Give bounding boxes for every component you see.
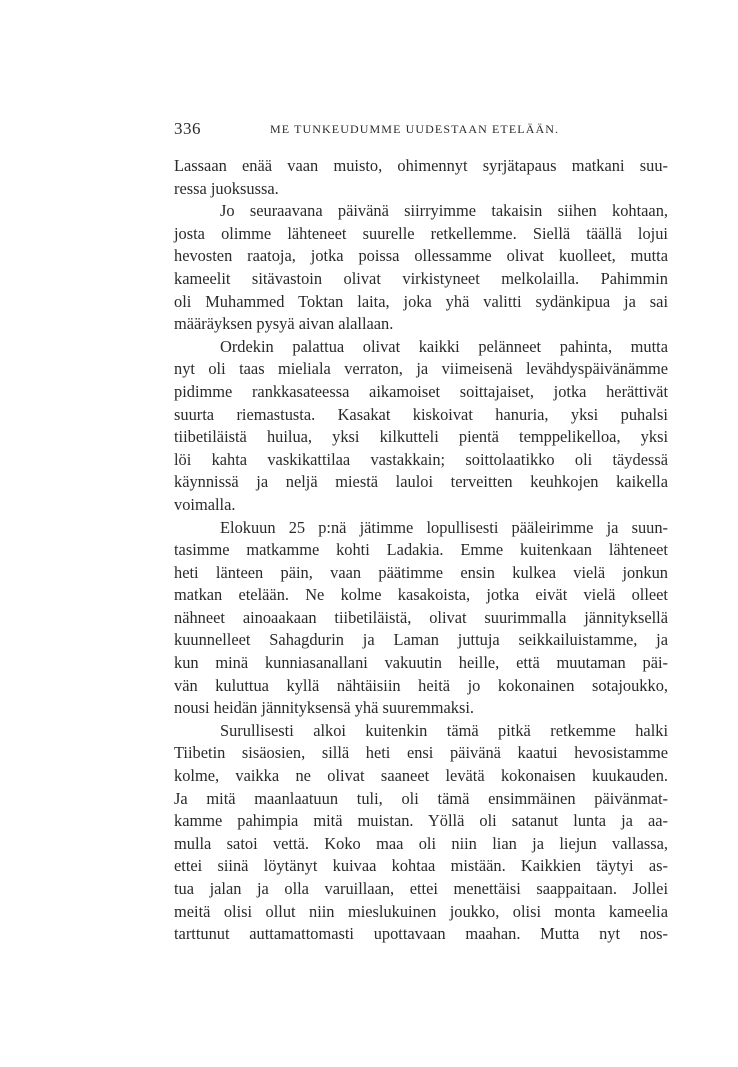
text-line: nyt oli taas mieliala verraton, ja viimeisenä levähdyspäivänämme (174, 359, 668, 379)
text-line: suurta riemastusta. Kasakat kiskoivat hanuria, yksi puhalsi (174, 404, 668, 424)
text-line: ressa juoksussa. (174, 178, 279, 198)
text-line: kolme, vaikka ne olivat saaneet levätä kokonaisen kuukauden. (174, 766, 668, 786)
text-line: löi kahta vaskikattilaa vastakkain; soittolaatikko oli täydessä (174, 449, 668, 469)
text-line: heti länteen päin, vaan päätimme ensin kulkea vielä jonkun (174, 562, 668, 582)
paragraph-start-line: Ordekin palattua olivat kaikki pelänneet pahinta, mutta (220, 336, 668, 356)
text-line: kuunnelleet Sahagdurin ja Laman juttuja seikkailuistamme, ja (174, 630, 668, 650)
text-line: mulla satoi vettä. Koko maa oli niin lian ja liejun vallassa, (174, 833, 668, 853)
text-line: matkan etelään. Ne kolme kasakoista, jotka eivät vielä olleet (174, 585, 668, 605)
page-number: 336 (174, 119, 201, 138)
text-line: Ja mitä maanlaatuun tuli, oli tämä ensimmäinen päivänmat- (174, 788, 668, 808)
text-line: ettei siinä löytänyt kuivaa kohtaa mistään. Kaikkien täytyi as- (174, 856, 668, 876)
text-line: hevosten raatoja, jotka poissa ollessamme olivat kuolleet, mutta (174, 246, 668, 266)
text-line: Tiibetin sisäosien, sillä heti ensi päivänä kaatui hevosistamme (174, 743, 668, 763)
text-line: pidimme rankkasateessa aikamoiset soittajaiset, jotka herättivät (174, 381, 668, 401)
text-line: kun minä kunniasanallani vakuutin heille, että muutaman päi- (174, 653, 668, 673)
text-line: Lassaan enää vaan muisto, ohimennyt syrjätapaus matkani suu- (174, 156, 668, 175)
text-line: käynnissä ja neljä miestä lauloi terveitten keuhkojen kaikella (174, 472, 668, 492)
paragraph-start-line: Elokuun 25 p:nä jätimme lopullisesti pääleirimme ja suun- (220, 517, 668, 537)
text-line: kameelit sitävastoin olivat virkistyneet melkolailla. Pahimmin (174, 268, 668, 288)
body-text (174, 155, 668, 946)
text-line: meitä olisi ollut niin mieslukuinen joukko, olisi monta kameelia (174, 901, 668, 921)
text-line: nousi heidän jännityksensä yhä suuremmaksi. (174, 698, 474, 718)
text-line: tua jalan ja olla varuillaan, ettei menettäisi saappaitaan. Jollei (174, 879, 668, 898)
text-line: oli Muhammed Toktan laita, joka yhä valitti sydänkipua ja sai (174, 291, 668, 311)
text-line: tiibetiläistä huilua, yksi kilkutteli pientä temppelikelloa, yksi (174, 427, 668, 447)
paragraph-start-line: Surullisesti alkoi kuitenkin tämä pitkä retkemme halki (220, 720, 668, 740)
text-line: tarttunut auttamattomasti upottavaan maahan. Mutta nyt nos- (174, 924, 668, 944)
text-line: kamme pahimpia mitä muistan. Yöllä oli satanut lunta ja aa- (174, 811, 668, 831)
page-header (174, 119, 668, 141)
text-line: määräyksen pysyä aivan alallaan. (174, 314, 394, 334)
text-line: vän kuluttua kyllä nähtäisiin heitä jo kokonainen sotajoukko, (174, 675, 668, 695)
running-title: ME TUNKEUDUMME UUDESTAAN ETELÄÄN. (270, 122, 560, 136)
text-line: nähneet ainoaakaan tiibetiläistä, olivat suurimmalla jännityksellä (174, 607, 668, 627)
text-line: tasimme matkamme kohti Ladakia. Emme kuitenkaan lähteneet (174, 540, 668, 560)
text-line: josta olimme lähteneet suurelle retkellemme. Siellä täällä lojui (174, 223, 668, 243)
paragraph-start-line: Jo seuraavana päivänä siirryimme takaisin siihen kohtaan, (220, 201, 668, 221)
text-line: voimalla. (174, 494, 236, 514)
